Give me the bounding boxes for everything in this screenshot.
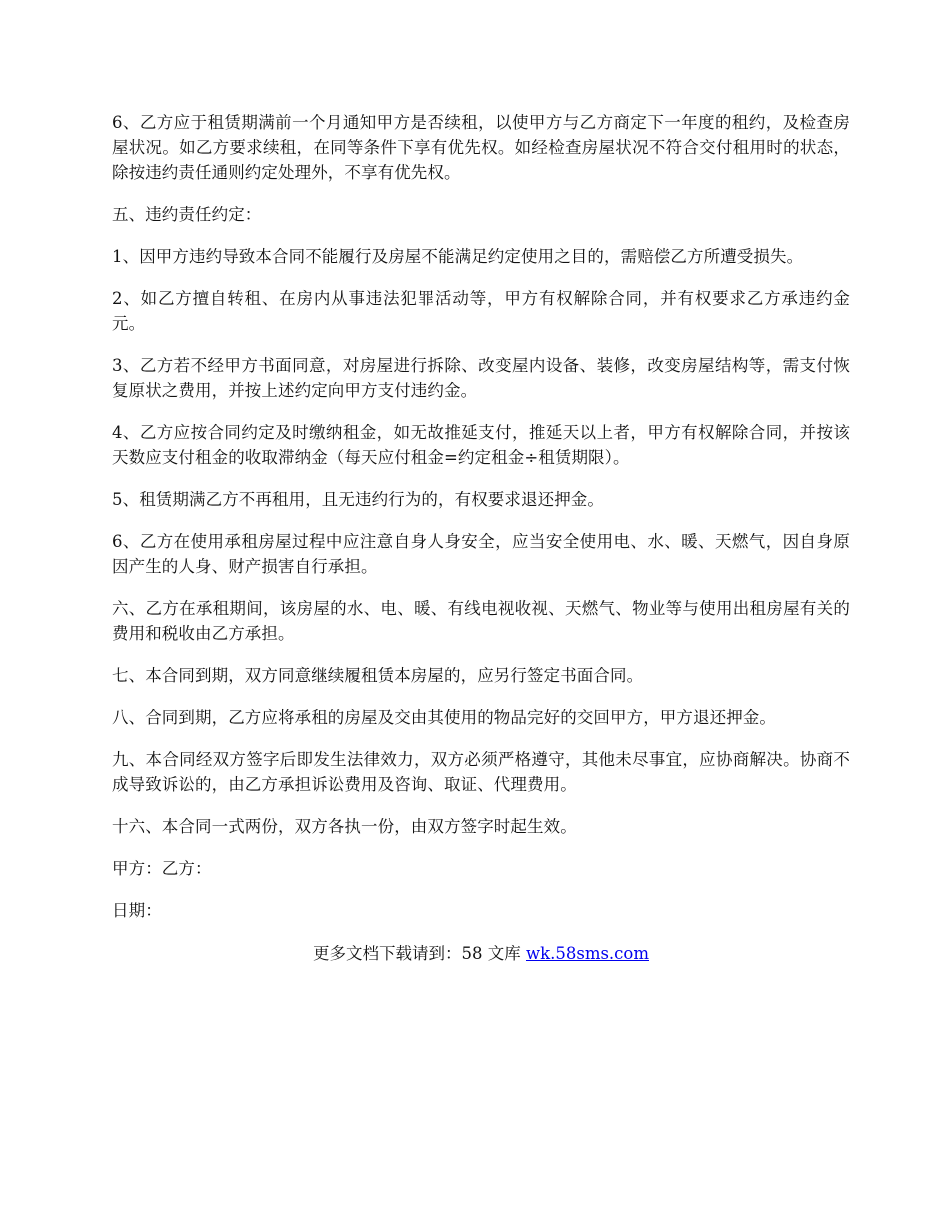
section-heading-breach-liability: 五、违约责任约定： <box>112 205 262 224</box>
paragraph-breach-3: 3、乙方若不经甲方书面同意，对房屋进行拆除、改变屋内设备、装修，改变房屋结构等，需支付恢复原状之费用，并按上述约定向甲方支付违约金。 <box>112 356 850 400</box>
paragraph-section-7-renewal: 七、本合同到期，双方同意继续履租赁本房屋的，应另行签定书面合同。 <box>112 666 644 685</box>
paragraph-breach-1: 1、因甲方违约导致本合同不能履行及房屋不能满足约定使用之目的，需赔偿乙方所遭受损失。 <box>112 247 804 266</box>
signature-date-line: 日期： <box>112 901 162 920</box>
paragraph-breach-6: 6、乙方在使用承租房屋过程中应注意自身人身安全，应当安全使用电、水、暖、天燃气，因自身原因产生的人身、财产损害自行承担。 <box>112 532 850 576</box>
footer-site-link[interactable]: wk.58sms.com <box>525 944 649 963</box>
paragraph-renewal-notice: 6、乙方应于租赁期满前一个月通知甲方是否续租，以使甲方与乙方商定下一年度的租约，及检查房屋状况。如乙方要求续租，在同等条件下享有优先权。如经检查房屋状况不符合交付租用时的状态，除按违约责任通则约定处理外，不享有优先权。 <box>112 113 850 182</box>
paragraph-breach-4: 4、乙方应按合同约定及时缴纳租金，如无故推延支付，推延天以上者，甲方有权解除合同，并按该天数应支付租金的收取滞纳金（每天应付租金=约定租金÷租赁期限）。 <box>112 423 850 467</box>
paragraph-section-6-fees: 六、乙方在承租期间，该房屋的水、电、暖、有线电视收视、天燃气、物业等与使用出租房屋有关的费用和税收由乙方承担。 <box>112 599 850 643</box>
download-footer <box>112 941 850 966</box>
paragraph-breach-5: 5、租赁期满乙方不再租用，且无违约行为的，有权要求退还押金。 <box>112 490 604 509</box>
paragraph-breach-2: 2、如乙方擅自转租、在房内从事违法犯罪活动等，甲方有权解除合同，并有权要求乙方承违约金元。 <box>112 289 850 333</box>
signature-parties-line: 甲方：乙方： <box>112 859 212 878</box>
footer-prefix-text: 更多文档下载请到：58 文库 <box>312 944 526 963</box>
paragraph-section-8-return: 八、合同到期，乙方应将承租的房屋及交由其使用的物品完好的交回甲方，甲方退还押金。 <box>112 708 776 727</box>
paragraph-section-9-effect: 九、本合同经双方签字后即发生法律效力，双方必须严格遵守，其他未尽事宜，应协商解决。协商不成导致诉讼的，由乙方承担诉讼费用及咨询、取证、代理费用。 <box>112 750 850 794</box>
paragraph-section-16-copies: 十六、本合同一式两份，双方各执一份，由双方签字时起生效。 <box>112 817 577 836</box>
